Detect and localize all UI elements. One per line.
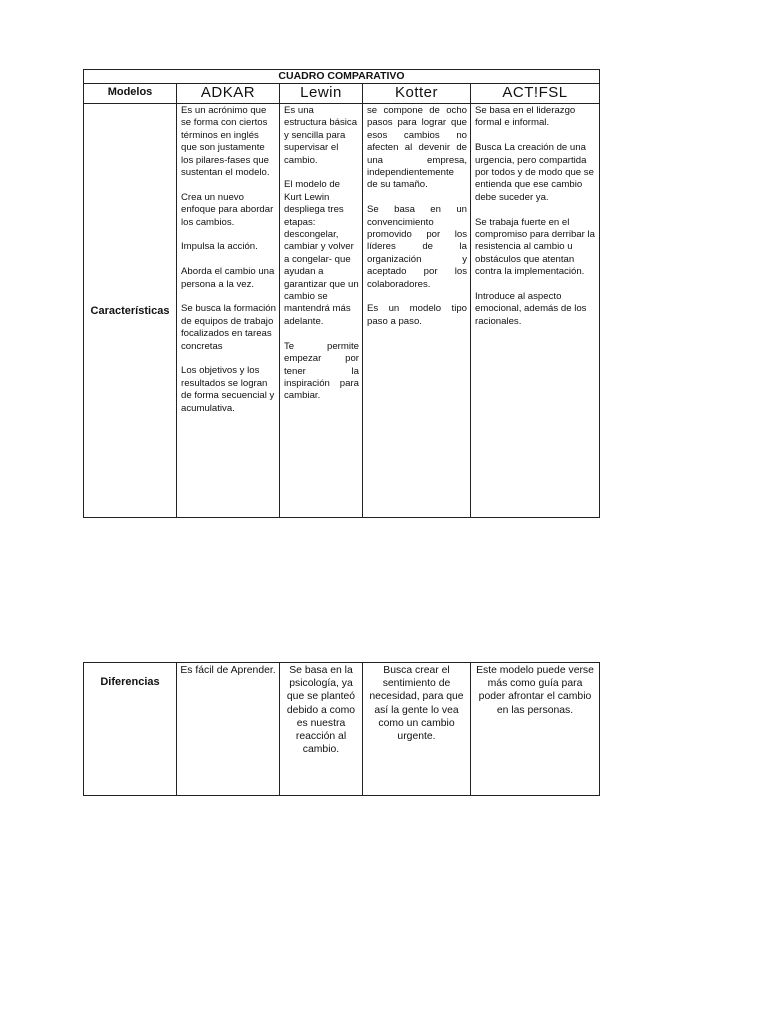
kotter-characteristics-cell <box>363 104 471 518</box>
kotter-paragraph: Es un modelo tipo paso a paso. <box>367 303 467 327</box>
differences-table <box>83 662 600 796</box>
kotter-paragraph: Se basa en un convencimiento promovido por los líderes de la organización y aceptado por los colaboradores. <box>367 204 467 290</box>
model-header-kotter: Kotter <box>363 84 471 104</box>
differences-row-label: Diferencias <box>84 663 177 796</box>
lewin-difference-cell: Se basa en la psicología, ya que se planteó debido a como es nuestra reacción al cambio. <box>280 663 363 796</box>
actfsl-paragraph: Se trabaja fuerte en el compromiso para derribar la resistencia al cambio u obstáculos que atentan contra la implementación. <box>475 216 595 278</box>
adkar-paragraph: Crea un nuevo enfoque para abordar los cambios. <box>181 191 274 228</box>
lewin-paragraph: El modelo de Kurt Lewin despliega tres etapas: descongelar, cambiar y volver a congelar- que ayudan a garantizar que un cambio se mantendrá más adelante. <box>284 179 359 327</box>
actfsl-characteristics-cell <box>471 104 600 518</box>
comparison-table <box>83 69 600 518</box>
lewin-paragraph: Te permite empezar por tener la inspiración para cambiar. <box>284 340 359 402</box>
table-title: CUADRO COMPARATIVO <box>84 70 600 84</box>
model-header-actfsl: ACT!FSL <box>471 84 600 104</box>
actfsl-paragraph: Se basa en el liderazgo formal e informal. <box>475 105 576 129</box>
actfsl-difference-cell: Este modelo puede verse más como guía para poder afrontar el cambio en las personas. <box>471 663 600 796</box>
kotter-paragraph: se compone de ocho pasos para lograr que esos cambios no afecten al devenir de una empresa, independientemente de su tamaño. <box>367 105 467 191</box>
adkar-paragraph: Se busca la formación de equipos de trabajo focalizados en tareas concretas <box>181 303 276 352</box>
adkar-difference-cell: Es fácil de Aprender. <box>177 663 280 796</box>
model-header-adkar: ADKAR <box>177 84 280 104</box>
adkar-characteristics-cell <box>177 104 280 518</box>
characteristics-row-label: Características <box>84 104 177 518</box>
lewin-paragraph: Es una estructura básica y sencilla para supervisar el cambio. <box>284 105 358 166</box>
model-header-lewin: Lewin <box>280 84 363 104</box>
adkar-paragraph: Impulsa la acción. <box>181 241 258 253</box>
adkar-paragraph: Los objetivos y los resultados se logran de forma secuencial y acumulativa. <box>181 365 275 414</box>
kotter-difference-cell: Busca crear el sentimiento de necesidad, para que así la gente lo vea como un cambio urgente. <box>363 663 471 796</box>
adkar-paragraph: Es un acrónimo que se forma con ciertos términos en inglés que son justamente los pilares-fases que sustentan el modelo. <box>181 105 270 179</box>
models-row-label: Modelos <box>84 84 177 104</box>
actfsl-paragraph: Introduce al aspecto emocional, además de los racionales. <box>475 291 587 327</box>
adkar-paragraph: Aborda el cambio una persona a la vez. <box>181 266 275 290</box>
actfsl-paragraph: Busca La creación de una urgencia, pero compartida por todos y de modo que se entienda que ese cambio debe suceder ya. <box>475 142 594 203</box>
lewin-characteristics-cell <box>280 104 363 518</box>
